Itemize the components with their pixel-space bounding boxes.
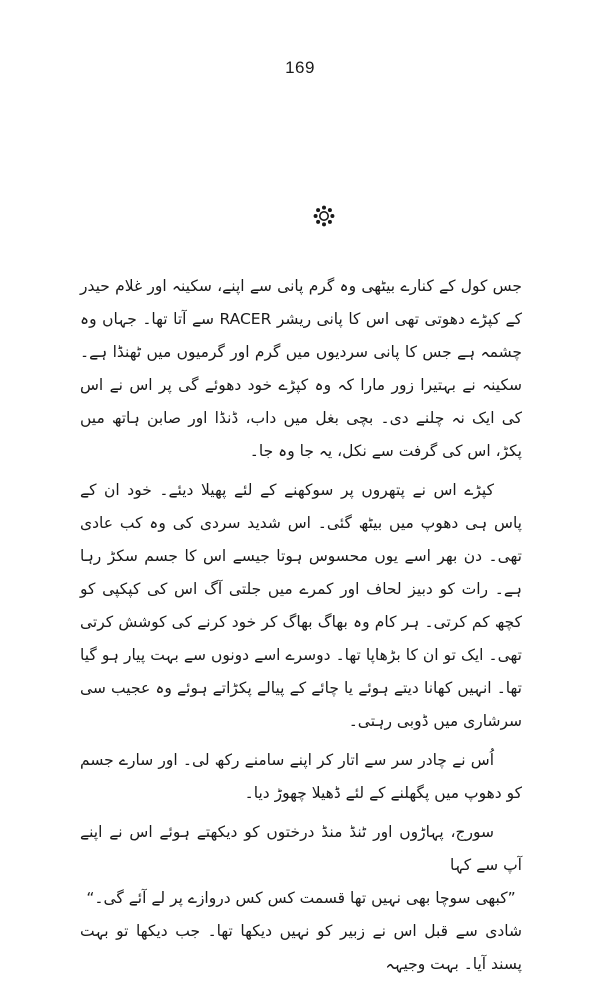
quote-line: ”کبھی سوچا بھی نہیں تھا قسمت کس کس دروازے پر لے آئے گی۔“ — [86, 889, 516, 907]
paragraph-3: اُس نے چادر سر سے اتار کر اپنے سامنے رکھ لی۔ اور سارے جسم کو دھوپ میں پگھلنے کے لئے ڈھیلا چھوڑ دیا۔ — [80, 751, 522, 802]
paragraph-2: کپڑے اس نے پتھروں پر سوکھنے کے لئے پھیلا دیئے۔ خود ان کے پاس ہی دھوپ میں بیٹھ گئی۔ اس شدید سردی کی وہ کب عادی تھی۔ دن بھر اسے یوں محسوس ہوتا جیسے اس کا جسم سکڑ رہا ہے۔ رات کو دبیز لحاف اور کمرے میں جلتی آگ اس کی کپکپی کو کچھ کم کرتی۔ ہر کام وہ بھاگ بھاگ کر خود کرنے کی کوشش کرتی تھی۔ ایک تو ان کا بڑھاپا تھا۔ دوسرے اسے دونوں سے بہت پیار ہو گیا تھا۔ انہیں کھانا دیتے ہوئے یا چائے کے پیالے پکڑاتے ہوئے وہ عجیب سی سرشاری میں ڈوبی رہتی۔ — [80, 481, 522, 730]
body-text — [80, 270, 522, 981]
flower-ornament-icon — [312, 204, 336, 228]
final-line: شادی سے قبل اس نے زبیر کو نہیں دیکھا تھا۔ جب دیکھا تو بہت پسند آیا۔ بہت وجیہہ — [80, 922, 522, 973]
paragraph-4: سورج، پہاڑوں اور ٹنڈ منڈ درختوں کو دیکھتے ہوئے اس نے اپنے آپ سے کہا — [80, 823, 522, 874]
page-number: 169 — [285, 58, 315, 77]
paragraph-1: جس کول کے کنارے بیٹھی وہ گرم پانی سے اپنے، سکینہ اور غلام حیدر کے کپڑے دھوتی تھی اس کا پانی ریشر RACER سے آتا تھا۔ جہاں وہ چشمہ ہے جس کا پانی سردیوں میں گرم اور گرمیوں میں ٹھنڈا ہے۔ سکینہ نے بہتیرا زور مارا کہ وہ کپڑے خود دھوئے گی پر اس نے اس کی ایک نہ چلنے دی۔ بچی بغل میں داب، ڈنڈا اور صابن ہاتھ میں پکڑ، اس کی گرفت سے نکل، یہ جا وہ جا۔ — [80, 277, 522, 460]
